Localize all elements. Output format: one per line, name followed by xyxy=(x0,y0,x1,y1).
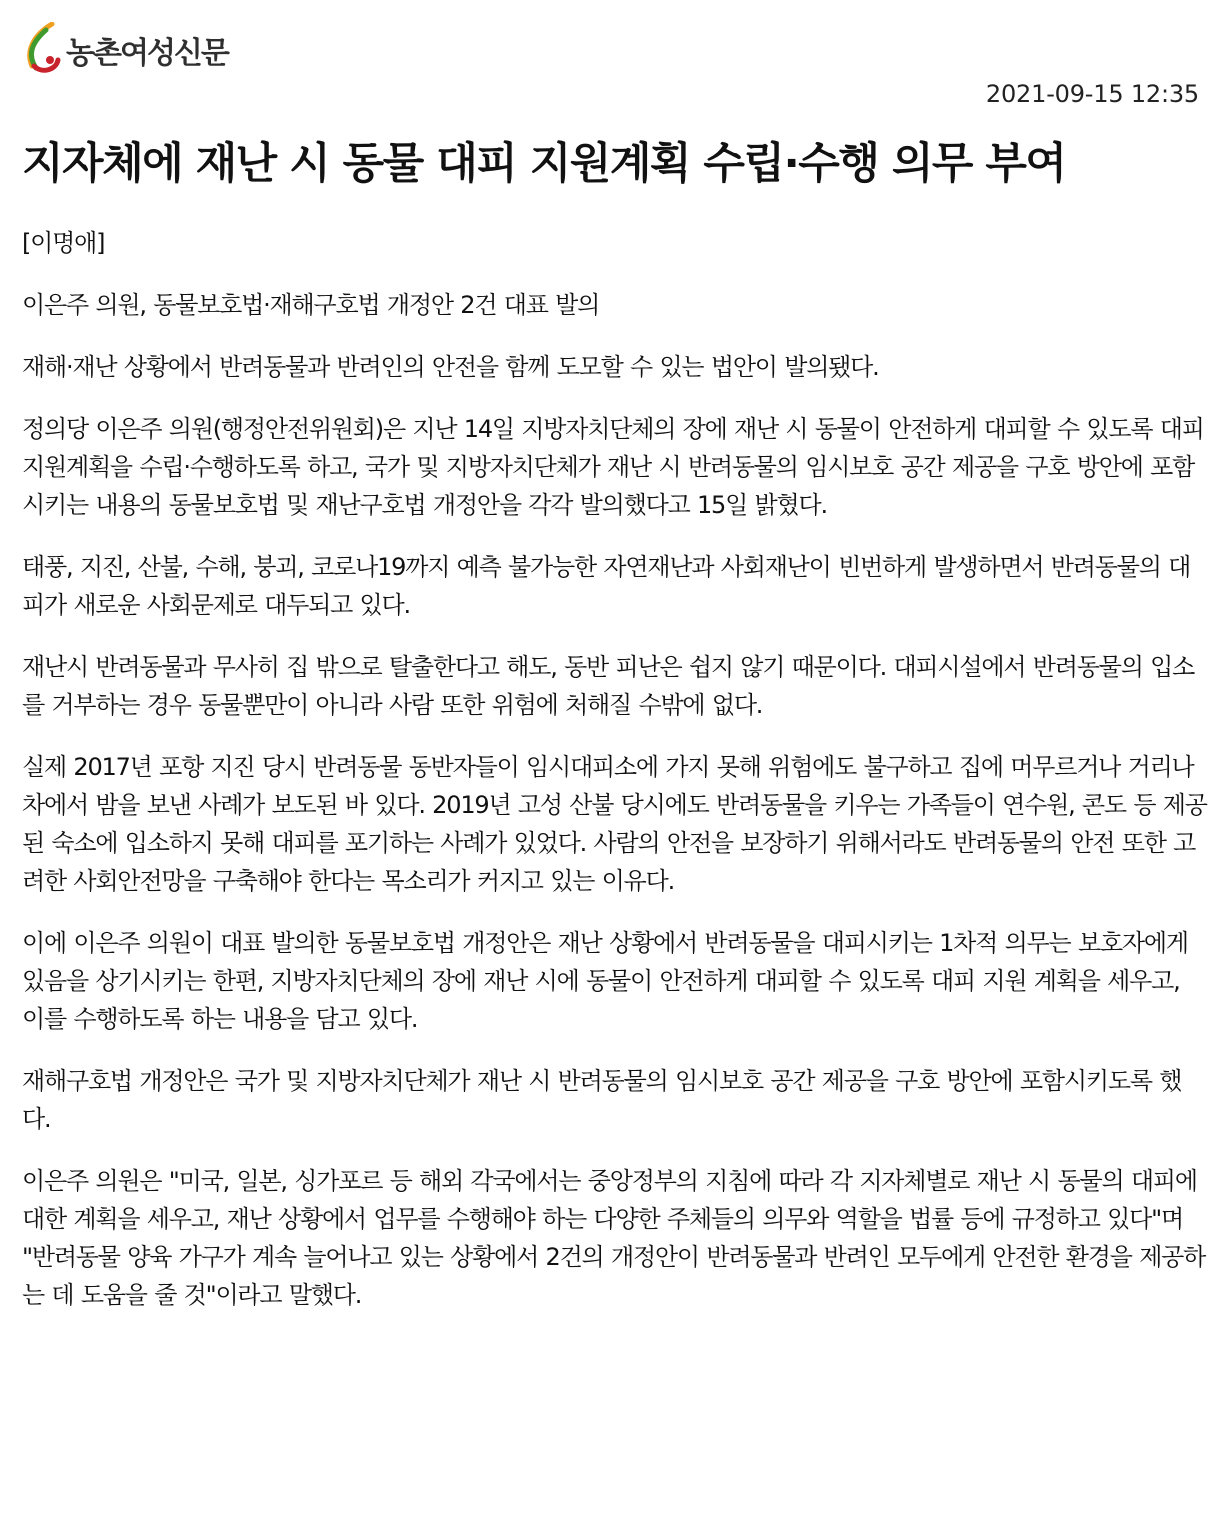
article-paragraph: 정의당 이은주 의원(행정안전위원회)은 지난 14일 지방자치단체의 장에 재난 시 동물이 안전하게 대피할 수 있도록 대피 지원계획을 수립·수행하도록 하고, 국가 및 지방자치단체가 재난 시 반려동물의 임시보호 공간 제공을 구호 방안에 포함 시키는 내용의 동물보호법 및 재난구호법 개정안을 각각 발의했다고 15일 밝혔다. xyxy=(22,415,1204,519)
leaf-swirl-logo-icon xyxy=(22,22,64,74)
article-paragraph: 이은주 의원은 "미국, 일본, 싱가포르 등 해외 각국에서는 중앙정부의 지침에 따라 각 지자체별로 재난 시 동물의 대피에 대한 계획을 세우고, 재난 상황에서 업무를 수행해야 하는 다양한 주체들의 의무와 역할을 법률 등에 규정하고 있다"며 "반려동물 양육 가구가 계속 늘어나고 있는 상황에서 2건의 개정안이 반려동물과 반려인 모두에게 안전한 환경을 제공하는 데 도움을 줄 것"이라고 말했다. xyxy=(22,1167,1206,1309)
article-date: 2021-09-15 12:35 xyxy=(985,80,1199,108)
article-paragraph: 실제 2017년 포항 지진 당시 반려동물 동반자들이 임시대피소에 가지 못해 위험에도 불구하고 집에 머무르거나 거리나 차에서 밤을 보낸 사례가 보도된 바 있다. 2019년 고성 산불 당시에도 반려동물을 키우는 가족들이 연수원, 콘도 등 제공된 숙소에 입소하지 못해 대피를 포기하는 사례가 있었다. 사람의 안전을 보장하기 위해서라도 반려동물의 안전 또한 고려한 사회안전망을 구축해야 한다는 목소리가 커지고 있는 이유다. xyxy=(22,753,1207,895)
article-title: 지자체에 재난 시 동물 대피 지원계획 수립·수행 의무 부여 xyxy=(22,139,1066,189)
article-paragraph: 이에 이은주 의원이 대표 발의한 동물보호법 개정안은 재난 상황에서 반려동물을 대피시키는 1차적 의무는 보호자에게 있음을 상기시키는 한편, 지방자치단체의 장에 재난 시에 동물이 안전하게 대피할 수 있도록 대피 지원 계획을 세우고, 이를 수행하도록 하는 내용을 담고 있다. xyxy=(22,929,1188,1033)
logo-text: 농촌여성신문 xyxy=(66,36,228,71)
article-body xyxy=(22,224,1207,1338)
article-paragraph: 재난시 반려동물과 무사히 집 밖으로 탈출한다고 해도, 동반 피난은 쉽지 않기 때문이다. 대피시설에서 반려동물의 입소를 거부하는 경우 동물뿐만이 아니라 사람 또한 위험에 처해질 수밖에 없다. xyxy=(22,653,1195,719)
byline: [이명애] xyxy=(22,229,105,257)
article-paragraph: 태풍, 지진, 산불, 수해, 붕괴, 코로나19까지 예측 불가능한 자연재난과 사회재난이 빈번하게 발생하면서 반려동물의 대피가 새로운 사회문제로 대두되고 있다. xyxy=(22,553,1191,619)
article-paragraph: 이은주 의원, 동물보호법·재해구호법 개정안 2건 대표 발의 xyxy=(22,291,600,319)
site-header xyxy=(22,20,228,76)
article-paragraph: 재해·재난 상황에서 반려동물과 반려인의 안전을 함께 도모할 수 있는 법안이 발의됐다. xyxy=(22,353,879,381)
article-paragraph: 재해구호법 개정안은 국가 및 지방자치단체가 재난 시 반려동물의 임시보호 공간 제공을 구호 방안에 포함시키도록 했다. xyxy=(22,1067,1182,1133)
logo-link[interactable] xyxy=(22,22,228,74)
